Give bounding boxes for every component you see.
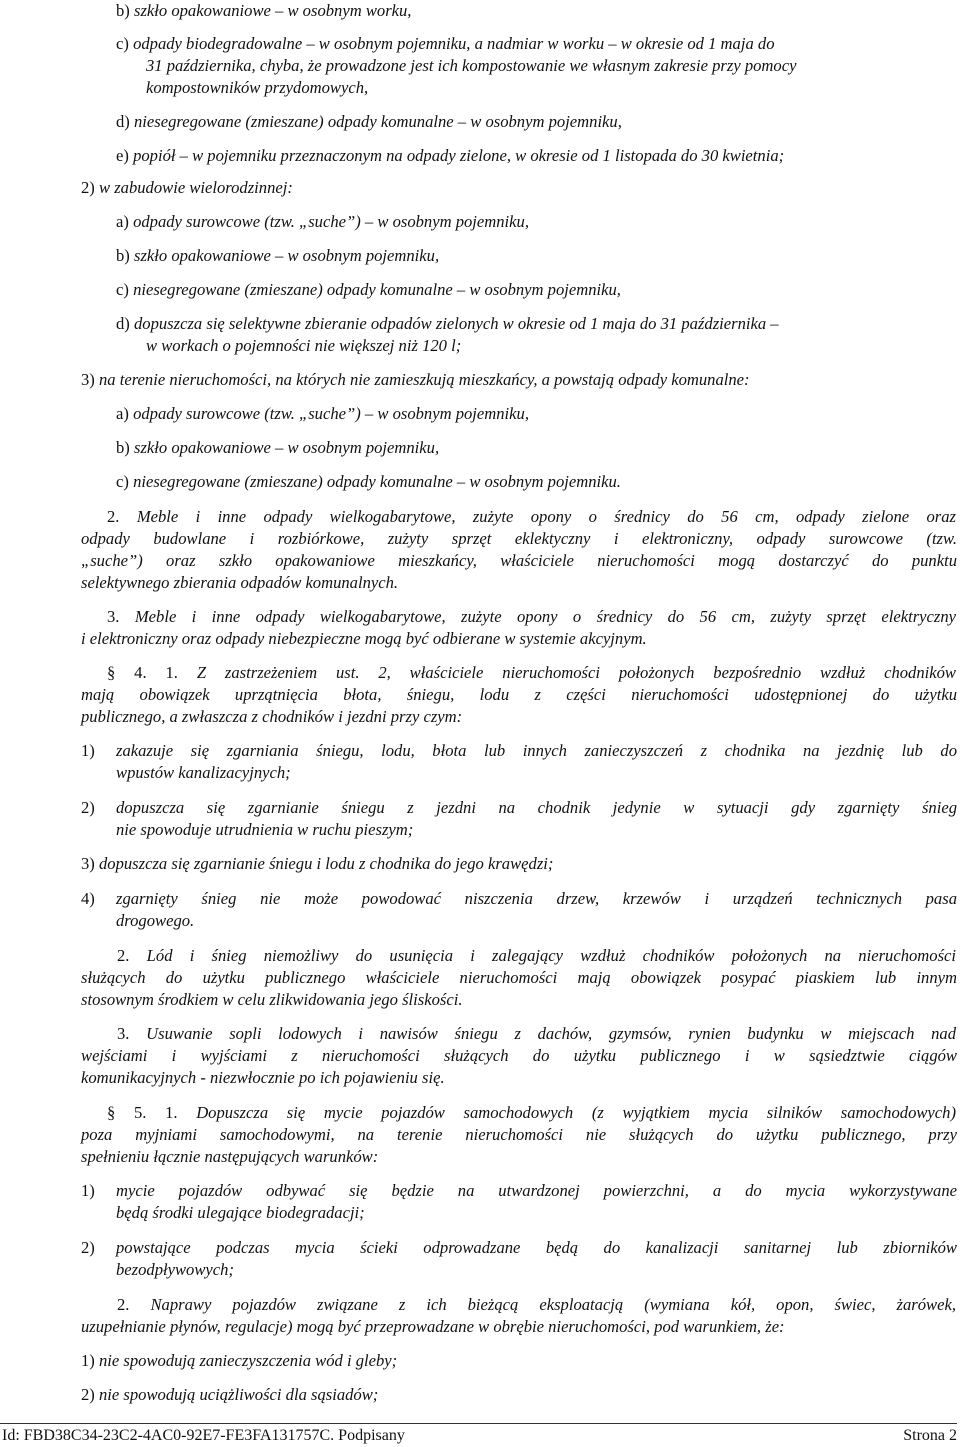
item-text-continued: 31 października, chyba, że prowadzone jest ich kompostowanie we własnym zakresie przy pomocy (146, 56, 797, 75)
list-item (116, 112, 622, 132)
item-text: zgarnięty śnieg nie może powodować niszczenia drzew, krzewów i urządzeń technicznych pasa (116, 889, 957, 908)
item-text-continued: drogowego. (116, 911, 195, 930)
item-number: 3) (81, 854, 95, 873)
item-number: 4) (81, 889, 95, 908)
item-number: e) (116, 146, 129, 165)
item-text: nie spowodują uciążliwości dla sąsiadów; (98, 1385, 379, 1404)
item-text: odpady surowcowe (tzw. „suche”) – w osobnym pojemniku, (133, 404, 529, 423)
list-item (116, 212, 529, 232)
paragraph-line: wejściami i wyjściami z nieruchomości służących do użytku publicznego i w sąsiedztwie ciągów (81, 1046, 957, 1065)
item-text-continued: w workach o pojemności nie większej niż 120 l; (146, 336, 462, 355)
section-line: publicznego, a zwłaszcza z chodników i jezdni przy czym: (81, 707, 463, 726)
paragraph-line: służących do użytku publicznego właściciele nieruchomości mają obowiązek posypać piaskiem lub innym (81, 968, 957, 987)
paragraph-text: Meble i inne odpady wielkogabarytowe, zużyte opony o średnicy do 56 cm, zużyty sprzęt elektryczny (134, 607, 956, 626)
item-text: mycie pojazdów odbywać się będzie na utwardzonej powierzchni, a do mycia wykorzystywane (116, 1181, 957, 1200)
item-number: d) (116, 314, 130, 333)
footer-rule (0, 1423, 957, 1424)
item-text: niesegregowane (zmieszane) odpady komunalne – w osobnym pojemniku, (133, 112, 622, 131)
list-item (81, 178, 293, 198)
item-text: niesegregowane (zmieszane) odpady komunalne – w osobnym pojemniku. (133, 472, 621, 491)
paragraph-line: odpady budowlane i rozbiórkowe, zużyty sprzęt eklektyczny i elektroniczny, odpady surowcowe (tzw. (81, 529, 957, 548)
paragraph-text: Naprawy pojazdów związane z ich bieżącą eksploatacją (wymiana kół, opon, świec, żarówek, (150, 1295, 956, 1314)
paragraph-number: 3. (107, 607, 120, 626)
paragraph-number: 3. (117, 1024, 130, 1043)
item-number: c) (116, 34, 129, 53)
list-item (116, 146, 784, 166)
paragraph-text: Lód i śnieg niemożliwy do usunięcia i zalegający wzdłuż chodników położonych na nieruchomości (146, 946, 956, 965)
list-item (81, 1385, 378, 1405)
list-item (81, 1351, 397, 1371)
item-text: szkło opakowaniowe – w osobnym pojemniku, (133, 246, 440, 265)
item-number: b) (116, 438, 130, 457)
item-text: nie spowodują zanieczyszczenia wód i gleby; (98, 1351, 398, 1370)
item-number: b) (116, 246, 130, 265)
paragraph-line: stosownym środkiem w celu zlikwidowania jego śliskości. (81, 990, 463, 1009)
item-text: szkło opakowaniowe – w osobnym pojemniku, (133, 438, 440, 457)
section-text: Z zastrzeżeniem ust. 2, właściciele nieruchomości położonych bezpośrednio wzdłuż chodników (196, 663, 956, 682)
paragraph-number: 2. (117, 1295, 130, 1314)
list-item (116, 246, 439, 266)
item-number: 2) (81, 1385, 95, 1404)
item-text-continued: kompostowników przydomowych, (146, 78, 369, 97)
item-text: dopuszcza się zgarnianie śniegu z jezdni na chodnik jedynie w sytuacji gdy zgarnięty śnieg (116, 798, 957, 817)
section-first-line (107, 663, 956, 683)
list-item (81, 370, 750, 390)
item-number: 3) (81, 370, 95, 389)
section-line: spełnieniu łącznie następujących warunków: (81, 1147, 379, 1166)
item-text: powstające podczas mycia ścieki odprowadzane będą do kanalizacji sanitarnej lub zbiorników (116, 1238, 957, 1257)
item-number: 1) (81, 741, 95, 760)
page-number: Strona 2 (903, 1427, 957, 1444)
section-line: mają obowiązek uprzątnięcia błota, śniegu, lodu z części nieruchomości udostępnionej do użytku (81, 685, 957, 704)
item-number: 2) (81, 178, 95, 197)
paragraph-first-line (117, 1024, 956, 1044)
list-item (81, 854, 553, 874)
item-text-continued: będą środki ulegające biodegradacji; (116, 1203, 365, 1222)
item-number: c) (116, 280, 129, 299)
item-number: c) (116, 472, 129, 491)
paragraph-first-line (117, 946, 956, 966)
list-item (116, 34, 775, 54)
list-item (116, 404, 529, 424)
paragraph-text: Usuwanie sopli lodowych i nawisów śniegu z dachów, gzymsów, rynien budynku w miejscach nad (146, 1024, 956, 1043)
paragraph-first-line (107, 607, 956, 627)
item-text: niesegregowane (zmieszane) odpady komunalne – w osobnym pojemniku, (133, 280, 621, 299)
list-item (116, 1, 411, 21)
section-line: poza myjniami samochodowymi, na terenie nieruchomości nie służących do użytku publicznego, przy (81, 1125, 957, 1144)
item-text: zakazuje się zgarniania śniegu, lodu, błota lub innych zanieczyszczeń z chodnika na jezdnię lub do (116, 741, 957, 760)
item-number: a) (116, 404, 129, 423)
paragraph-line: „suche”) oraz szkło opakowaniowe mieszkańcy, właściciele nieruchomości mogą dostarczyć do punktu (81, 551, 957, 570)
item-number: 2) (81, 798, 95, 817)
item-text: odpady surowcowe (tzw. „suche”) – w osobnym pojemniku, (133, 212, 529, 231)
item-number: b) (116, 1, 130, 20)
paragraph-first-line (107, 507, 956, 527)
list-item (116, 438, 439, 458)
item-text: dopuszcza się zgarnianie śniegu i lodu z chodnika do jego krawędzi; (98, 854, 554, 873)
paragraph-line: komunikacyjnych - niezwłocznie po ich pojawieniu się. (81, 1068, 445, 1087)
paragraph-number: 2. (117, 946, 130, 965)
item-number: 1) (81, 1351, 95, 1370)
list-item (116, 314, 779, 334)
paragraph-line: uzupełnianie płynów, regulacje) mogą być przeprowadzane w obrębie nieruchomości, pod warunkiem, że: (81, 1317, 785, 1336)
item-text-continued: nie spowoduje utrudnienia w ruchu pieszym; (116, 820, 414, 839)
paragraph-first-line (117, 1295, 956, 1315)
item-number: 1) (81, 1181, 95, 1200)
section-number: § 5. 1. (107, 1103, 178, 1122)
item-text: popiół – w pojemniku przeznaczonym na odpady zielone, w okresie od 1 listopada do 30 kwietnia; (133, 146, 785, 165)
paragraph-text: Meble i inne odpady wielkogabarytowe, zużyte opony o średnicy do 56 cm, odpady zielone oraz (136, 507, 956, 526)
paragraph-line: i elektroniczny oraz odpady niebezpieczne mogą być odbierane w systemie akcyjnym. (81, 629, 647, 648)
item-text: na terenie nieruchomości, na których nie zamieszkują mieszkańcy, a powstają odpady komunalne: (98, 370, 750, 389)
section-text: Dopuszcza się mycie pojazdów samochodowych (z wyjątkiem mycia silników samochodowych) (196, 1103, 956, 1122)
list-item (116, 472, 621, 492)
list-item (116, 280, 621, 300)
item-text: odpady biodegradowalne – w osobnym pojemniku, a nadmiar w worku – w okresie od 1 maja do (133, 34, 775, 53)
document-id: Id: FBD38C34-23C2-4AC0-92E7-FE3FA131757C. Podpisany (2, 1427, 405, 1444)
item-text-continued: wpustów kanalizacyjnych; (116, 763, 291, 782)
item-number: d) (116, 112, 130, 131)
item-text-continued: bezodpływowych; (116, 1260, 234, 1279)
section-first-line (107, 1103, 956, 1123)
section-number: § 4. 1. (107, 663, 178, 682)
item-text: dopuszcza się selektywne zbieranie odpadów zielonych w okresie od 1 maja do 31 października – (133, 314, 779, 333)
item-text: w zabudowie wielorodzinnej: (98, 178, 293, 197)
item-text: szkło opakowaniowe – w osobnym worku, (133, 1, 412, 20)
paragraph-number: 2. (107, 507, 120, 526)
item-number: 2) (81, 1238, 95, 1257)
paragraph-line: selektywnego zbierania odpadów komunalnych. (81, 573, 399, 592)
item-number: a) (116, 212, 129, 231)
